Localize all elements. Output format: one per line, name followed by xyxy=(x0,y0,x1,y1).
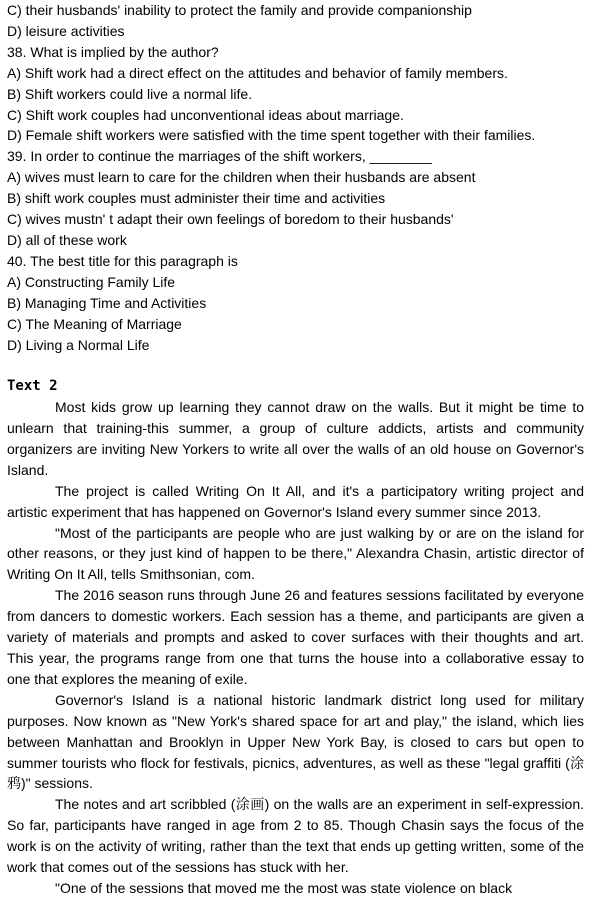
text2-paragraph-7: "One of the sessions that moved me the most was state violence on black xyxy=(55,879,513,896)
text2-paragraph-2: The project is called Writing On It All, and it's a participatory writing project and artistic experiment that has happened on Governor's Island every summer since 2013. xyxy=(7,482,584,520)
q38-option-a: A) Shift work had a direct effect on the attitudes and behavior of family members. xyxy=(7,64,508,81)
q40-option-a: A) Constructing Family Life xyxy=(7,273,176,290)
q40-option-c: C) The Meaning of Marriage xyxy=(7,315,182,332)
text2-paragraph-4: The 2016 season runs through June 26 and features sessions facilitated by everyone from dancers to domestic workers. Each session has a theme, and participants are given a variety of materials and prompts and asked to cover surfaces with their thoughts and art. This year, the programs range from one that turns the house into a collaborative essay to one that explores the meaning of exile. xyxy=(7,587,584,687)
q40-stem: 40. The best title for this paragraph is xyxy=(7,252,238,269)
text2-paragraph-5: Governor's Island is a national historic landmark district long used for military purposes. Now known as "New York's shared space for art and play," the island, which lies between Manhattan and Brooklyn in Upper New York Bay, is closed to cars but open to summer tourists who flock for festivals, picnics, adventures, as well as these "legal graffiti (涂鸦)" sessions. xyxy=(7,691,584,792)
q39-option-a: A) wives must learn to care for the children when their husbands are absent xyxy=(7,169,476,186)
text2-heading: Text 2 xyxy=(7,378,58,395)
q40-option-b: B) Managing Time and Activities xyxy=(7,294,207,311)
q39-option-b: B) shift work couples must administer their time and activities xyxy=(7,190,386,207)
q38-option-d: D) Female shift workers were satisfied with the time spent together with their families. xyxy=(7,127,536,144)
text2-paragraph-6: The notes and art scribbled (涂画) on the walls are an experiment in self-expression. So far, participants have ranged in age from 2 to 85. Though Chasin says the focus of the work is on the activity of writing, rather than the text that ends up getting written, some of the work that comes out of the sessions has stuck with her. xyxy=(7,796,584,876)
q37-option-c: C) their husbands' inability to protect the family and provide companionship xyxy=(7,2,472,18)
text2-paragraph-3: "Most of the participants are people who are just walking by or are on the island for other reasons, or they just kind of happen to be there," Alexandra Chasin, artistic director of Writing On It All, tells Smithsonian, com. xyxy=(7,524,584,583)
document-page xyxy=(7,0,584,899)
q40-option-d: D) Living a Normal Life xyxy=(7,336,150,353)
q38-option-b: B) Shift workers could live a normal life. xyxy=(7,85,253,102)
q39-option-c: C) wives mustn' t adapt their own feelings of boredom to their husbands' xyxy=(7,211,454,228)
text2-paragraph-1: Most kids grow up learning they cannot draw on the walls. But it might be time to unlearn that training-this summer, a group of culture addicts, artists and community organizers are inviting New Yorkers to write all over the walls of an old house on Governor's Island. xyxy=(7,399,584,478)
q38-stem: 38. What is implied by the author? xyxy=(7,43,219,60)
q38-option-c: C) Shift work couples had unconventional ideas about marriage. xyxy=(7,106,404,123)
q39-stem: 39. In order to continue the marriages of the shift workers, ________ xyxy=(7,148,432,165)
q37-option-d: D) leisure activities xyxy=(7,22,125,39)
q39-option-d: D) all of these work xyxy=(7,231,127,248)
